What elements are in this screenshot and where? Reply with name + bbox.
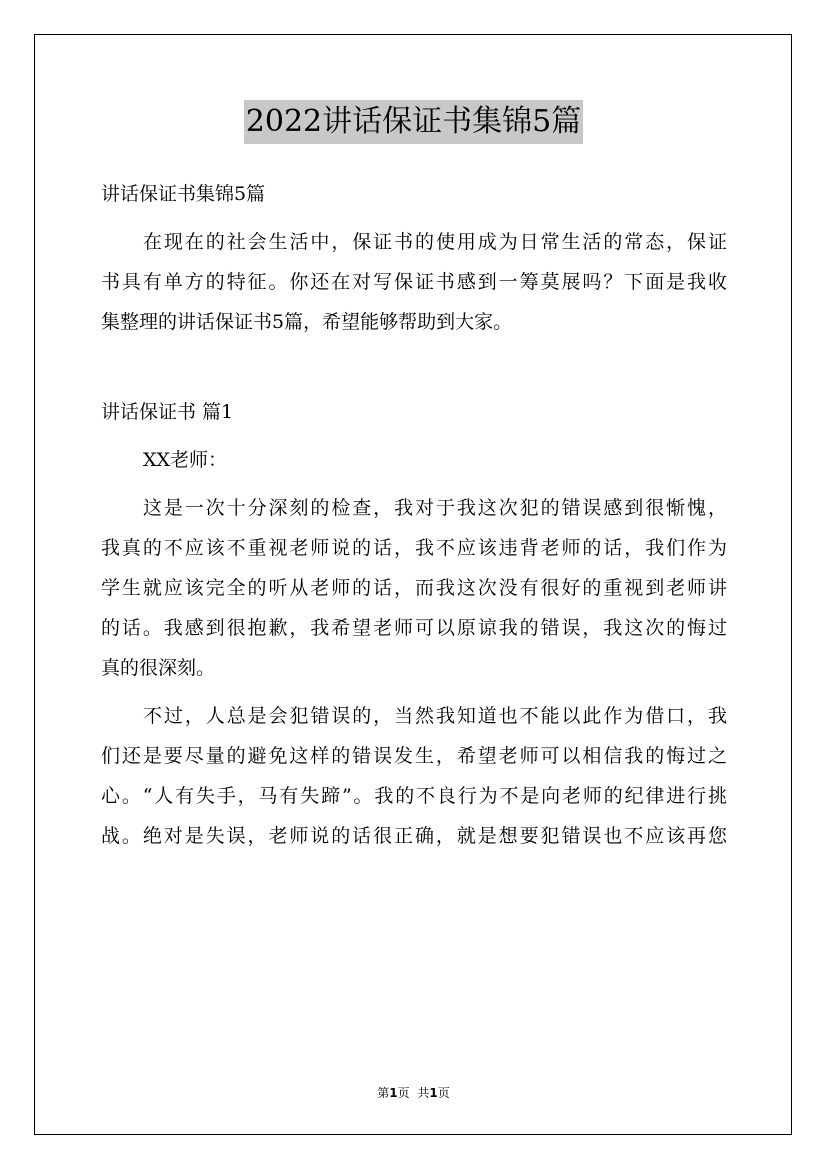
- para2-line: 心。“人有失手，马有失蹄”。我的不良行为不是向老师的纪律进行挑: [101, 785, 727, 807]
- page-prefix: 第: [377, 1086, 390, 1100]
- total-pages: 1: [429, 1086, 438, 1100]
- para1-line: 这是一次十分深刻的检查，我对于我这次犯的错误感到很惭愧，: [143, 497, 727, 519]
- para2-line: 战。绝对是失误，老师说的话很正确，就是想要犯错误也不应该再您: [101, 825, 727, 847]
- document-body: [101, 174, 727, 856]
- total-prefix: 共: [417, 1086, 430, 1100]
- para1-line: 学生就应该完全的听从老师的话，而我这次没有很好的重视到老师讲: [101, 577, 727, 599]
- section-heading: 讲话保证书 篇1: [101, 401, 234, 423]
- document-subtitle: 讲话保证书集锦5篇: [101, 183, 266, 205]
- title-wrap: [0, 100, 827, 144]
- para2-line: 不过，人总是会犯错误的，当然我知道也不能以此作为借口，我: [143, 705, 727, 727]
- intro-line: 书具有单方的特征。你还在对写保证书感到一筹莫展吗？下面是我收: [101, 271, 727, 293]
- salutation: XX老师：: [143, 449, 228, 471]
- intro-line: 集整理的讲话保证书5篇，希望能够帮助到大家。: [101, 311, 513, 333]
- para2-line: 们还是要尽量的避免这样的错误发生，希望老师可以相信我的悔过之: [101, 745, 727, 767]
- page-number: 1: [389, 1086, 398, 1100]
- page-suffix: 页: [397, 1086, 410, 1100]
- document-title: 2022讲话保证书集锦5篇: [244, 100, 583, 144]
- intro-line: 在现在的社会生活中，保证书的使用成为日常生活的常态，保证: [143, 231, 727, 253]
- page-footer: [0, 1084, 827, 1101]
- para1-line: 我真的不应该不重视老师说的话，我不应该违背老师的话，我们作为: [101, 537, 727, 559]
- para1-line: 真的很深刻。: [101, 657, 216, 679]
- para1-line: 的话。我感到很抱歉，我希望老师可以原谅我的错误，我这次的悔过: [101, 617, 727, 639]
- total-suffix: 页: [437, 1086, 450, 1100]
